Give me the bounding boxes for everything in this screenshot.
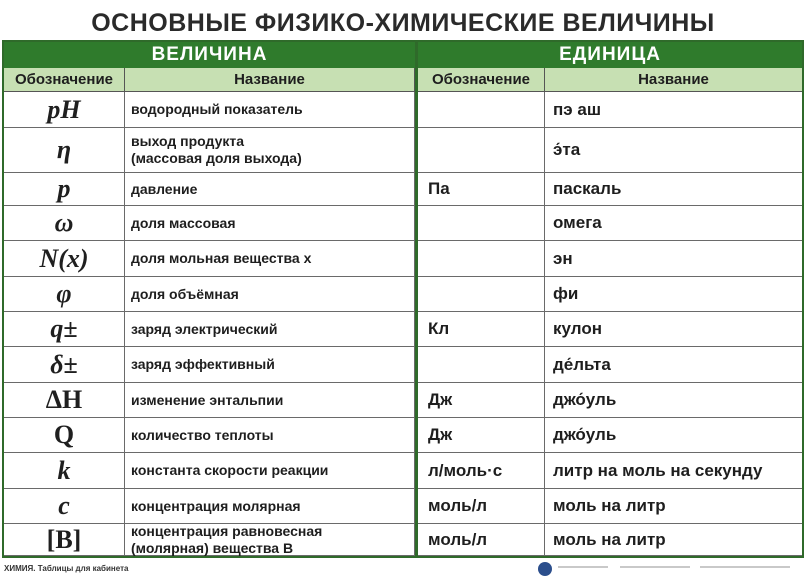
unit-symbol: моль/л (418, 489, 545, 523)
quantity-name: доля объёмная (125, 277, 415, 311)
footer-fine-print (700, 566, 790, 568)
table-row (4, 173, 802, 206)
unit-name: моль на литр (553, 529, 666, 549)
quantity-symbol: ΔH (4, 383, 125, 417)
col-header-quantity-name: Название (125, 68, 415, 92)
table-row (4, 277, 802, 312)
quantity-name: давление (125, 173, 415, 205)
table-row (4, 206, 802, 241)
footer-brand: ХИМИЯ. Таблицы для кабинета (4, 564, 129, 573)
quantity-symbol: q± (4, 312, 125, 346)
table-row (4, 524, 802, 556)
table-row (4, 489, 802, 524)
quantity-name: выход продукта (массовая доля выхода) (125, 128, 415, 172)
quantity-name: концентрация равновесная (молярная) вещества B (125, 524, 415, 555)
unit-name: де́льта (553, 354, 611, 374)
quantities-table (2, 40, 804, 558)
unit-symbol: Дж (418, 418, 545, 452)
quantity-band-header: ВЕЛИЧИНА (4, 42, 415, 68)
col-header-unit-symbol: Обозначение (418, 68, 545, 92)
quantity-name: заряд электрический (125, 312, 415, 346)
unit-symbol (418, 206, 545, 240)
unit-band-header: ЕДИНИЦА (418, 42, 802, 68)
quantity-symbol: N(x) (4, 241, 125, 276)
quantity-name: водородный показатель (125, 92, 415, 127)
quantity-symbol: η (4, 128, 125, 172)
table-row (4, 92, 802, 128)
unit-symbol (418, 128, 545, 172)
table-row (4, 347, 802, 383)
unit-name: паскаль (553, 179, 622, 198)
unit-name: литр на моль на секунду (553, 460, 763, 480)
unit-symbol (418, 347, 545, 382)
unit-name: джо́уль (553, 425, 617, 444)
unit-symbol (418, 241, 545, 276)
quantity-symbol: pH (4, 92, 125, 127)
table-row (4, 241, 802, 277)
unit-symbol: л/моль·с (418, 453, 545, 488)
quantity-name: заряд эффективный (125, 347, 415, 382)
unit-name: моль на литр (553, 496, 666, 515)
quantity-symbol: [B] (4, 524, 125, 555)
table-row (4, 312, 802, 347)
unit-symbol (418, 92, 545, 127)
footer-fine-print (558, 566, 608, 568)
quantity-symbol: ω (4, 206, 125, 240)
table-row (4, 453, 802, 489)
unit-symbol: Па (418, 173, 545, 205)
unit-name: фи (553, 284, 579, 303)
quantity-symbol: p (4, 173, 125, 205)
quantity-symbol: c (4, 489, 125, 523)
quantity-symbol: δ± (4, 347, 125, 382)
footer-fine-print (620, 566, 690, 568)
table-row (4, 128, 802, 173)
unit-name: омега (553, 213, 602, 232)
unit-name: джо́уль (553, 390, 617, 409)
table-row (4, 418, 802, 453)
unit-name: кулон (553, 319, 602, 338)
quantity-name: изменение энтальпии (125, 383, 415, 417)
table-row (4, 383, 802, 418)
quantity-symbol: k (4, 453, 125, 488)
page-title: ОСНОВНЫЕ ФИЗИКО-ХИМИЧЕСКИЕ ВЕЛИЧИНЫ (91, 9, 715, 37)
quantity-name: доля массовая (125, 206, 415, 240)
unit-name: пэ аш (553, 99, 602, 119)
quantity-name: количество теплоты (125, 418, 415, 452)
quantity-name: концентрация молярная (125, 489, 415, 523)
col-header-quantity-symbol: Обозначение (4, 68, 125, 92)
unit-symbol: моль/л (418, 524, 545, 555)
unit-name: э́та (553, 140, 581, 159)
unit-symbol: Дж (418, 383, 545, 417)
publisher-logo-icon (538, 562, 552, 576)
footer (0, 560, 806, 580)
unit-symbol (418, 277, 545, 311)
quantity-name: доля мольная вещества x (125, 241, 415, 276)
section-divider (415, 42, 418, 556)
quantity-name: константа скорости реакции (125, 453, 415, 488)
quantity-symbol: φ (4, 277, 125, 311)
unit-symbol: Кл (418, 312, 545, 346)
unit-name: эн (553, 248, 573, 268)
col-header-unit-name: Название (545, 68, 802, 92)
quantity-symbol: Q (4, 418, 125, 452)
